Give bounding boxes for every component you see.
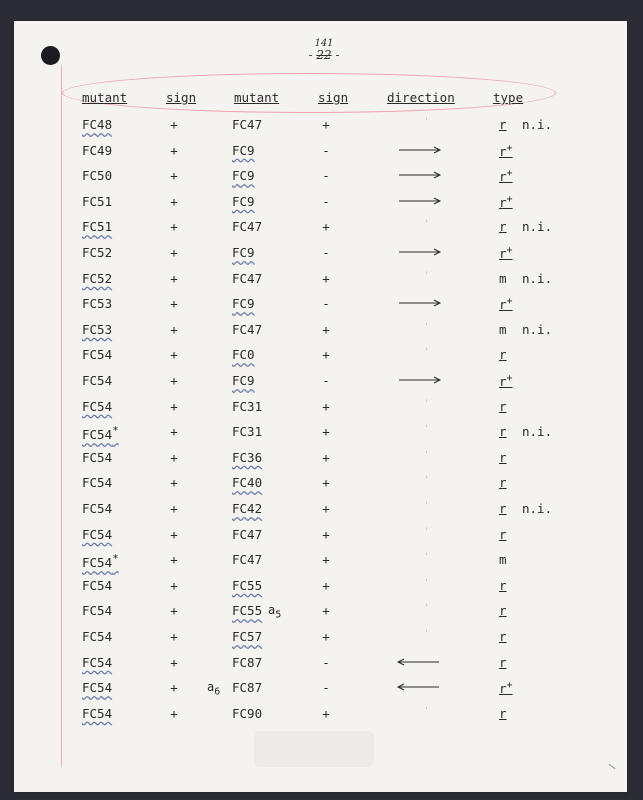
arrow-right-icon bbox=[398, 194, 442, 211]
red-tick-mark: ' bbox=[424, 347, 430, 358]
sign-2-cell: + bbox=[322, 629, 330, 644]
sign-1-cell: + bbox=[170, 449, 178, 465]
table-row bbox=[14, 527, 627, 549]
sign-2-cell: - bbox=[322, 373, 330, 388]
mutant-2-cell: FC42 bbox=[232, 501, 263, 516]
mutant-2-cell: FC47 bbox=[232, 117, 263, 132]
sign-2-cell: - bbox=[322, 296, 330, 312]
mutant-1-cell: FC54 bbox=[82, 398, 113, 414]
sign-1-cell: + bbox=[170, 219, 178, 235]
mutant-1-cell: FC52 bbox=[82, 270, 113, 286]
table-row bbox=[14, 424, 627, 446]
sign-1-cell: + bbox=[170, 347, 178, 363]
mutant-2-cell: FC90 bbox=[232, 705, 263, 721]
sign-2-cell: + bbox=[322, 449, 330, 465]
table-row bbox=[14, 373, 627, 395]
arrow-right-icon bbox=[398, 245, 442, 262]
sign-1-cell: + bbox=[170, 193, 178, 209]
sign-1-cell: + bbox=[170, 296, 178, 312]
red-tick-mark: ' bbox=[424, 117, 430, 127]
sign-1-cell: + bbox=[170, 245, 178, 260]
mutant-2-cell: FC87 bbox=[232, 654, 263, 670]
corner-mark bbox=[608, 764, 615, 769]
sign-1-cell: + bbox=[170, 142, 178, 158]
sign-2-cell: + bbox=[322, 424, 330, 440]
arrow-right-icon bbox=[398, 143, 442, 160]
page-number-bottom: - 22 - bbox=[308, 48, 340, 62]
mutant-1-cell: FC54* bbox=[82, 552, 119, 571]
sign-2-cell: + bbox=[322, 526, 330, 542]
table-row bbox=[14, 706, 627, 728]
mutant-1-cell: FC54 bbox=[82, 603, 113, 619]
sign-1-cell: + bbox=[170, 270, 178, 286]
type-cell: r bbox=[499, 219, 507, 235]
header-mutant-2: mutant bbox=[234, 90, 280, 105]
mutant-2-cell: FC0 bbox=[232, 347, 255, 363]
sign-2-cell: - bbox=[322, 654, 330, 670]
table-row bbox=[14, 552, 627, 574]
sign-2-cell: - bbox=[322, 193, 330, 209]
mutant-2-cell: FC57 bbox=[232, 629, 263, 644]
mutant-2-cell: FC9 bbox=[232, 193, 255, 209]
mutant-2-cell: FC55 bbox=[232, 577, 263, 593]
sign-2-cell: + bbox=[322, 347, 330, 363]
mutant-1-cell: FC54 bbox=[82, 526, 113, 542]
arrow-right-icon bbox=[398, 373, 442, 390]
red-tick-mark: ' bbox=[424, 270, 430, 281]
red-tick-mark: ' bbox=[424, 603, 430, 614]
mutant-2-cell: FC47 bbox=[232, 552, 263, 568]
note-cell: n.i. bbox=[522, 270, 553, 286]
red-tick-mark: ' bbox=[424, 449, 430, 460]
table-row bbox=[14, 578, 627, 600]
sign-2-cell: + bbox=[322, 219, 330, 235]
type-cell: r bbox=[499, 654, 507, 670]
punch-hole bbox=[41, 46, 60, 65]
type-cell: r bbox=[499, 629, 507, 644]
red-tick-mark: ' bbox=[424, 501, 430, 511]
mutant-1-cell: FC51 bbox=[82, 193, 113, 209]
mutant-2-cell: FC47 bbox=[232, 270, 263, 286]
red-tick-mark: ' bbox=[424, 219, 430, 230]
mutant-1-cell: FC49 bbox=[82, 142, 113, 158]
sign-1-cell: + bbox=[170, 398, 178, 414]
mutant-2-cell: FC9 bbox=[232, 245, 255, 260]
sign-1-cell: + bbox=[170, 526, 178, 542]
type-cell: r+ bbox=[499, 245, 513, 262]
mutant-2-cell: FC31 bbox=[232, 424, 263, 440]
note-cell: n.i. bbox=[522, 321, 553, 337]
red-tick-mark: ' bbox=[424, 629, 430, 639]
mutant-1-cell: FC54 bbox=[82, 449, 113, 465]
header-circle-annotation bbox=[62, 73, 556, 113]
sign-1-cell: + bbox=[170, 321, 178, 337]
table-row bbox=[14, 271, 627, 293]
mutant-2-cell: FC55 bbox=[232, 603, 263, 619]
table-row bbox=[14, 219, 627, 241]
arrow-right-icon bbox=[398, 296, 442, 313]
mutant-1-cell: FC54 bbox=[82, 680, 113, 696]
type-cell: r+ bbox=[499, 168, 513, 185]
header-mutant-1: mutant bbox=[82, 90, 128, 105]
red-tick-mark: ' bbox=[424, 398, 430, 409]
type-cell: r+ bbox=[499, 296, 513, 313]
header-direction: direction bbox=[387, 90, 455, 105]
mutant-1-cell: FC53 bbox=[82, 296, 113, 312]
arrow-left-icon bbox=[396, 680, 440, 697]
type-cell: r bbox=[499, 347, 507, 363]
type-cell: r bbox=[499, 526, 507, 542]
sign-2-cell: + bbox=[322, 117, 330, 132]
red-tick-mark: ' bbox=[424, 577, 430, 588]
type-cell: r bbox=[499, 475, 507, 491]
table-row bbox=[14, 680, 627, 702]
type-cell: m bbox=[499, 321, 507, 337]
mutant-1-cell: FC54 bbox=[82, 705, 113, 721]
sign-2-cell: + bbox=[322, 475, 330, 491]
sign-2-cell: + bbox=[322, 705, 330, 721]
header-sign-1: sign bbox=[166, 90, 197, 105]
mutant-1-cell: FC54 bbox=[82, 373, 113, 388]
table-row bbox=[14, 143, 627, 165]
type-cell: r bbox=[499, 449, 507, 465]
sign-2-cell: - bbox=[322, 142, 330, 158]
document-page bbox=[14, 21, 627, 792]
table-row bbox=[14, 629, 627, 651]
type-cell: r bbox=[499, 705, 507, 721]
mutant-2-cell: FC31 bbox=[232, 398, 263, 414]
sign-2-cell: + bbox=[322, 552, 330, 568]
mutant-1-cell: FC54 bbox=[82, 347, 113, 363]
note-cell: n.i. bbox=[522, 424, 553, 440]
table-row bbox=[14, 322, 627, 344]
sign-1-cell: + bbox=[170, 501, 178, 516]
sign-2-cell: + bbox=[322, 603, 330, 619]
sign-2-cell: - bbox=[322, 168, 330, 184]
sign-1-cell: + bbox=[170, 629, 178, 644]
sign-1-cell: + bbox=[170, 603, 178, 619]
type-cell: r bbox=[499, 398, 507, 414]
header-type: type bbox=[493, 90, 524, 105]
table-row bbox=[14, 194, 627, 216]
arrow-right-icon bbox=[398, 168, 442, 185]
mutant-1-cell: FC51 bbox=[82, 219, 113, 235]
sign-2-cell: + bbox=[322, 398, 330, 414]
type-cell: r+ bbox=[499, 142, 513, 159]
mutant-1-cell: FC54 bbox=[82, 577, 113, 593]
sign-1-cell: + bbox=[170, 705, 178, 721]
sign-1-cell: + bbox=[170, 654, 178, 670]
table-row bbox=[14, 655, 627, 677]
mutant-1-cell: FC54* bbox=[82, 424, 119, 443]
page-number-top: 141 bbox=[314, 38, 334, 49]
page-number bbox=[294, 38, 354, 62]
table-row bbox=[14, 245, 627, 267]
table-row bbox=[14, 450, 627, 472]
sign-2-cell: + bbox=[322, 270, 330, 286]
mutant-1-cell: FC54 bbox=[82, 654, 113, 670]
note-cell: n.i. bbox=[522, 219, 553, 235]
table-row bbox=[14, 296, 627, 318]
mutant-1-cell: FC54 bbox=[82, 629, 113, 644]
table-row bbox=[14, 501, 627, 523]
table-row bbox=[14, 117, 627, 139]
sign-2-cell: + bbox=[322, 501, 330, 516]
red-tick-mark: ' bbox=[424, 705, 430, 716]
mutant-2-cell: FC87 bbox=[232, 680, 263, 696]
mutant-2-cell: FC47 bbox=[232, 526, 263, 542]
mutant-2-cell: FC47 bbox=[232, 321, 263, 337]
table-row bbox=[14, 168, 627, 190]
mutant-2-suffix: $a_5$ bbox=[268, 603, 282, 621]
mutant-2-cell: FC47 bbox=[232, 219, 263, 235]
mutant-2-cell: FC40 bbox=[232, 475, 263, 491]
type-cell: m bbox=[499, 270, 507, 286]
type-cell: r bbox=[499, 117, 507, 132]
mutant-2-prefix: $a_6$ bbox=[207, 680, 221, 698]
type-cell: r+ bbox=[499, 193, 513, 210]
type-cell: r+ bbox=[499, 680, 513, 697]
note-cell: n.i. bbox=[522, 501, 553, 516]
sign-1-cell: + bbox=[170, 117, 178, 132]
sign-2-cell: - bbox=[322, 245, 330, 260]
type-cell: r bbox=[499, 577, 507, 593]
red-tick-mark: ' bbox=[424, 424, 430, 435]
sign-1-cell: + bbox=[170, 475, 178, 491]
mutant-2-cell: FC9 bbox=[232, 373, 255, 388]
red-tick-mark: ' bbox=[424, 475, 430, 486]
sign-1-cell: + bbox=[170, 577, 178, 593]
red-tick-mark: ' bbox=[424, 321, 430, 332]
sign-2-cell: + bbox=[322, 321, 330, 337]
bleed-through-mark bbox=[254, 731, 374, 767]
sign-1-cell: + bbox=[170, 424, 178, 440]
sign-1-cell: + bbox=[170, 552, 178, 568]
red-tick-mark: ' bbox=[424, 526, 430, 537]
mutant-1-cell: FC52 bbox=[82, 245, 113, 260]
table-row bbox=[14, 603, 627, 625]
mutant-2-cell: FC9 bbox=[232, 142, 255, 158]
mutant-1-cell: FC50 bbox=[82, 168, 113, 184]
red-tick-mark: ' bbox=[424, 552, 430, 563]
mutant-1-cell: FC53 bbox=[82, 321, 113, 337]
table-row bbox=[14, 347, 627, 369]
type-cell: r bbox=[499, 501, 507, 516]
mutant-1-cell: FC54 bbox=[82, 475, 113, 491]
mutant-2-cell: FC9 bbox=[232, 168, 255, 184]
table-row bbox=[14, 399, 627, 421]
sign-1-cell: + bbox=[170, 373, 178, 388]
type-cell: r bbox=[499, 424, 507, 440]
mutant-2-cell: FC36 bbox=[232, 449, 263, 465]
table-row bbox=[14, 475, 627, 497]
type-cell: r+ bbox=[499, 373, 513, 390]
mutant-2-cell: FC9 bbox=[232, 296, 255, 312]
type-cell: r bbox=[499, 603, 507, 619]
sign-2-cell: - bbox=[322, 680, 330, 696]
sign-1-cell: + bbox=[170, 168, 178, 184]
header-sign-2: sign bbox=[318, 90, 349, 105]
sign-1-cell: + bbox=[170, 680, 178, 696]
arrow-left-icon bbox=[396, 655, 440, 672]
type-cell: m bbox=[499, 552, 507, 568]
note-cell: n.i. bbox=[522, 117, 553, 132]
sign-2-cell: + bbox=[322, 577, 330, 593]
mutant-1-cell: FC48 bbox=[82, 117, 113, 132]
mutant-1-cell: FC54 bbox=[82, 501, 113, 516]
